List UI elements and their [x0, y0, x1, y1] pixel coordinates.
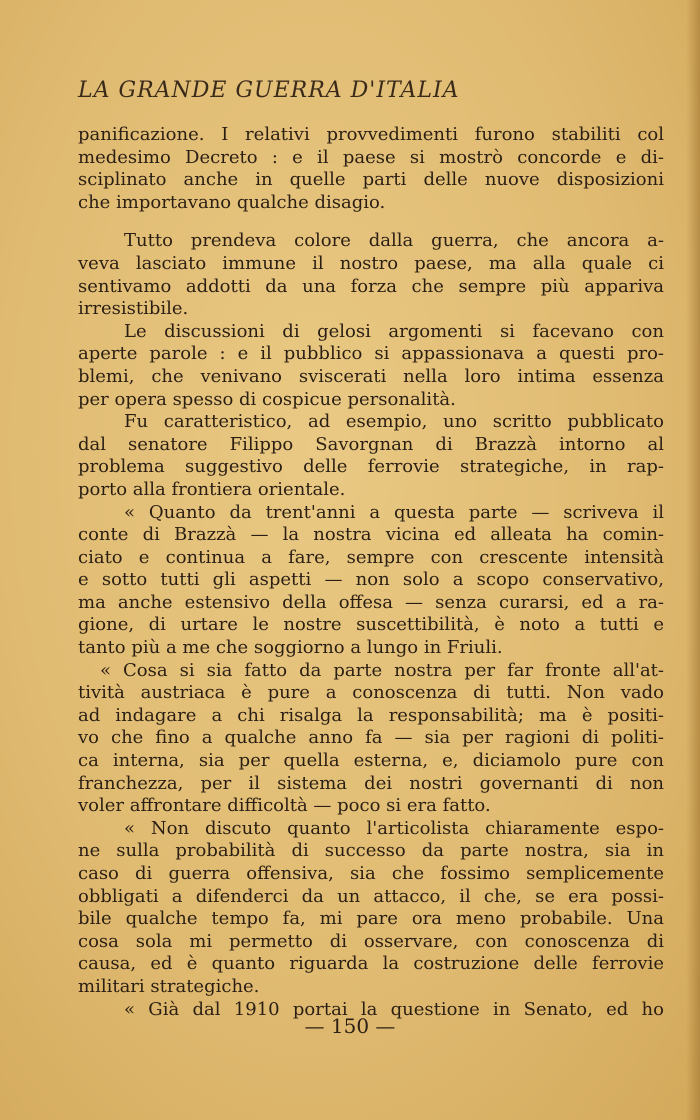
text-line: ne sulla probabilità di successo da parte nostra, sia in	[78, 840, 664, 862]
text-line: militari strategiche.	[78, 975, 260, 997]
paragraph	[78, 230, 664, 320]
text-line: caso di guerra offensiva, sia che fossimo semplicemente	[78, 863, 664, 884]
text-line: Le discussioni di gelosi argomenti si facevano con	[124, 320, 664, 342]
paragraph	[78, 124, 664, 214]
text-line: voler affrontare difficoltà — poco si era fatto.	[78, 795, 491, 817]
paragraph	[78, 411, 664, 501]
body-text	[78, 124, 664, 1021]
text-line: e sotto tutti gli aspetti — non solo a scopo conservativo,	[78, 569, 664, 591]
text-line: « Già dal 1910 portai la questione in Senato, ed ho	[124, 998, 664, 1020]
text-line: vo che fino a qualche anno fa — sia per ragioni di politi-	[78, 727, 664, 749]
text-line: che importavano qualche disagio.	[78, 191, 386, 213]
text-line: irresistibile.	[78, 298, 189, 320]
paragraph	[78, 502, 664, 660]
paragraph	[78, 321, 664, 411]
running-head: LA GRANDE GUERRA D'ITALIA	[78, 78, 460, 103]
text-line: « Non discuto quanto l'articolista chiaramente espo-	[124, 817, 664, 839]
text-line: gione, di urtare le nostre suscettibilità, è noto a tutti e	[78, 614, 664, 636]
text-line: medesimo Decreto : e il paese si mostrò concorde e di-	[78, 146, 664, 168]
text-line: cosa sola mi permetto di osservare, con conoscenza di	[78, 930, 664, 952]
text-line: problema suggestivo delle ferrovie strategiche, in rap-	[78, 456, 664, 478]
text-line: veva lasciato immune il nostro paese, ma alla quale ci	[78, 252, 664, 274]
text-line: « Quanto da trent'anni a questa parte — scriveva il	[124, 501, 664, 523]
text-line: aperte parole : e il pubblico si appassionava a questi pro-	[78, 343, 664, 365]
text-line: porto alla frontiera orientale.	[78, 478, 346, 500]
text-line: Tutto prendeva colore dalla guerra, che ancora a-	[124, 230, 664, 252]
text-line: Fu caratteristico, ad esempio, uno scritto pubblicato	[124, 411, 664, 433]
text-line: conte di Brazzà — la nostra vicina ed alleata ha comin-	[78, 524, 664, 546]
text-line: sciplinato anche in quelle parti delle nuove disposizioni	[78, 169, 664, 191]
paragraph	[78, 660, 664, 818]
text-line: bile qualche tempo fa, mi pare ora meno probabile. Una	[78, 908, 664, 930]
text-line: blemi, che venivano sviscerati nella loro intima essenza	[78, 365, 664, 387]
paragraph	[78, 818, 664, 999]
text-line: ma anche estensivo della offesa — senza curarsi, ed a ra-	[78, 591, 664, 613]
text-line: tanto più a me che soggiorno a lungo in Friuli.	[78, 637, 503, 659]
text-line: ciato e continua a fare, sempre con crescente intensità	[78, 546, 664, 568]
text-line: panificazione. I relativi provvedimenti furono stabiliti col	[78, 124, 664, 145]
text-line: obbligati a difenderci da un attacco, il che, se era possi-	[78, 885, 664, 907]
text-line: tività austriaca è pure a conoscenza di tutti. Non vado	[78, 682, 664, 704]
text-line: ad indagare a chi risalga la responsabilità; ma è positi-	[78, 704, 664, 726]
text-line: causa, ed è quanto riguarda la costruzione delle ferrovie	[78, 953, 664, 975]
text-line: dal senatore Filippo Savorgnan di Brazzà intorno al	[78, 433, 664, 455]
page-edge-shadow	[686, 0, 700, 1120]
text-line: franchezza, per il sistema dei nostri governanti di non	[78, 772, 664, 794]
page-number: — 150 —	[304, 1014, 396, 1038]
text-line: « Cosa si sia fatto da parte nostra per far fronte all'at-	[100, 659, 664, 681]
text-line: per opera spesso di cospicue personalità.	[78, 388, 456, 410]
text-line: sentivamo addotti da una forza che sempre più appariva	[78, 275, 664, 297]
paragraph-gap	[78, 214, 664, 230]
text-line: ca interna, sia per quella esterna, e, diciamolo pure con	[78, 750, 664, 772]
